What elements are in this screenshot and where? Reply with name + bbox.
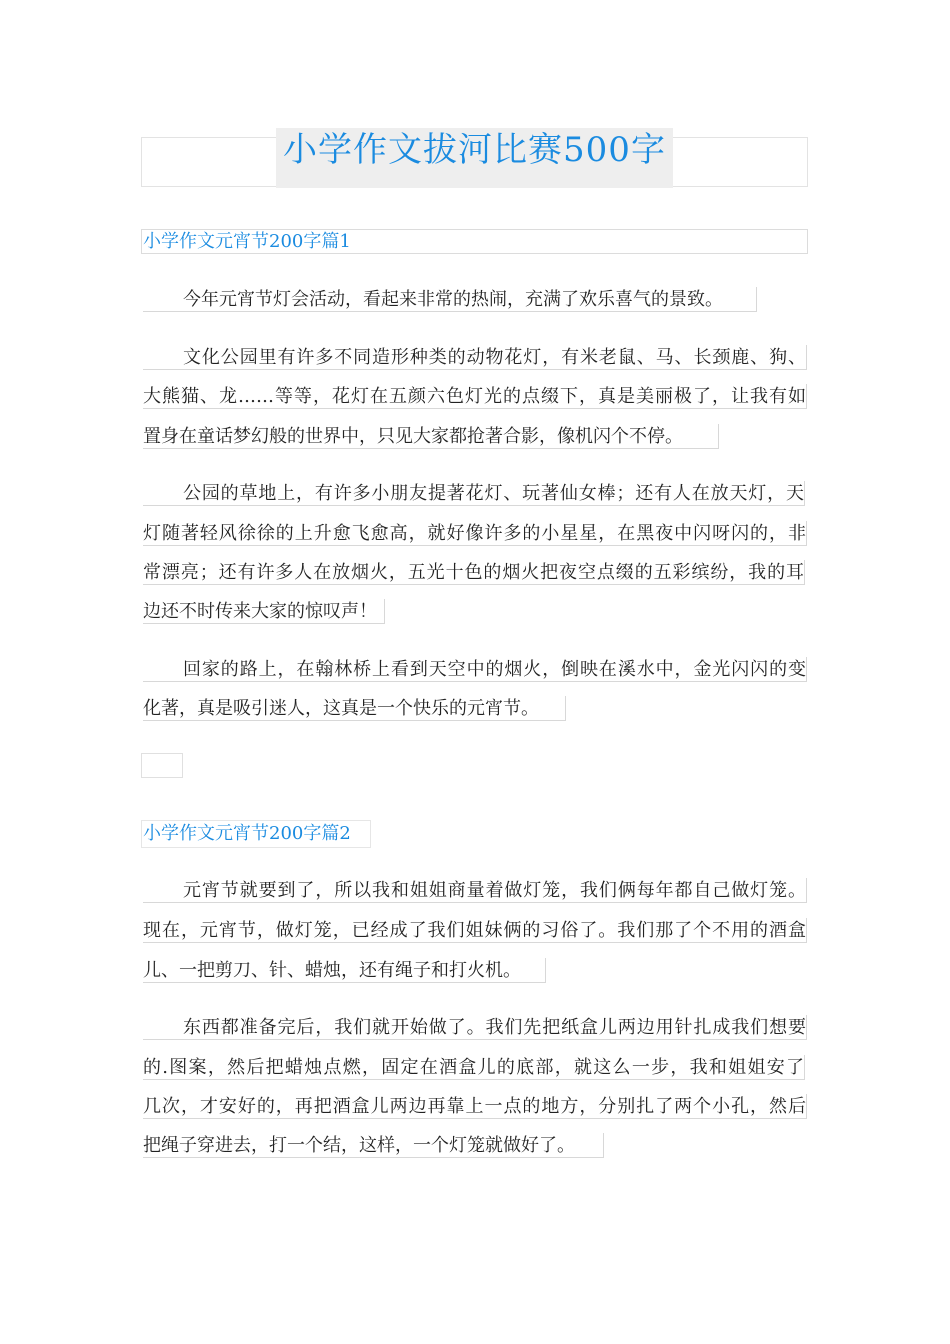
- paragraph-line: 元宵节就要到了，所以我和姐姐商量着做灯笼，我们俩每年都自己做灯笼。: [143, 878, 807, 903]
- paragraph-line: 几次，才安好的，再把酒盒儿两边再靠上一点的地方，分别扎了两个小孔，然后: [143, 1096, 806, 1117]
- paragraph-line: 儿、一把剪刀、针、蜡烛，还有绳子和打火机。: [143, 958, 546, 983]
- paragraph-line: 大熊猫、龙……等等，花灯在五颜六色灯光的点缀下，真是美丽极了，让我有如: [143, 386, 806, 407]
- paragraph-line: 把绳子穿进去，打一个结，这样，一个灯笼就做好了。: [143, 1133, 604, 1158]
- paragraph-line: 回家的路上，在翰林桥上看到天空中的烟火，倒映在溪水中，金光闪闪的变: [143, 657, 807, 682]
- section-heading-2: 小学作文元宵节200字篇2: [143, 823, 351, 844]
- page-title: 小学作文拔河比赛500字: [283, 130, 666, 170]
- paragraph-line: 边还不时传来大家的惊叹声！: [143, 599, 385, 624]
- empty-paragraph: [141, 753, 183, 778]
- paragraph-line: 今年元宵节灯会活动，看起来非常的热闹，充满了欢乐喜气的景致。: [143, 287, 757, 312]
- paragraph-line: 公园的草地上，有许多小朋友提著花灯、玩著仙女棒；还有人在放天灯，天: [143, 481, 805, 506]
- paragraph-line: 常漂亮；还有许多人在放烟火，五光十色的烟火把夜空点缀的五彩缤纷，我的耳: [143, 562, 804, 583]
- paragraph-line: 文化公园里有许多不同造形种类的动物花灯，有米老鼠、马、长颈鹿、狗、: [143, 345, 807, 370]
- paragraph-line: 化著，真是吸引迷人，这真是一个快乐的元宵节。: [143, 696, 566, 721]
- paragraph-line: 灯随著轻风徐徐的上升愈飞愈高，就好像许多的小星星，在黑夜中闪呀闪的，非: [143, 523, 806, 544]
- paragraph-line: 的.图案，然后把蜡烛点燃，固定在酒盒儿的底部，就这么一步，我和姐姐安了: [143, 1057, 804, 1078]
- paragraph-line: 置身在童话梦幻般的世界中，只见大家都抢著合影，像机闪个不停。: [143, 424, 719, 449]
- section-heading-1: 小学作文元宵节200字篇1: [143, 231, 351, 252]
- paragraph-line: 东西都准备完后，我们就开始做了。我们先把纸盒儿两边用针扎成我们想要: [143, 1015, 807, 1040]
- paragraph-line: 现在，元宵节，做灯笼，已经成了我们姐妹俩的习俗了。我们那了个不用的酒盒: [143, 920, 806, 941]
